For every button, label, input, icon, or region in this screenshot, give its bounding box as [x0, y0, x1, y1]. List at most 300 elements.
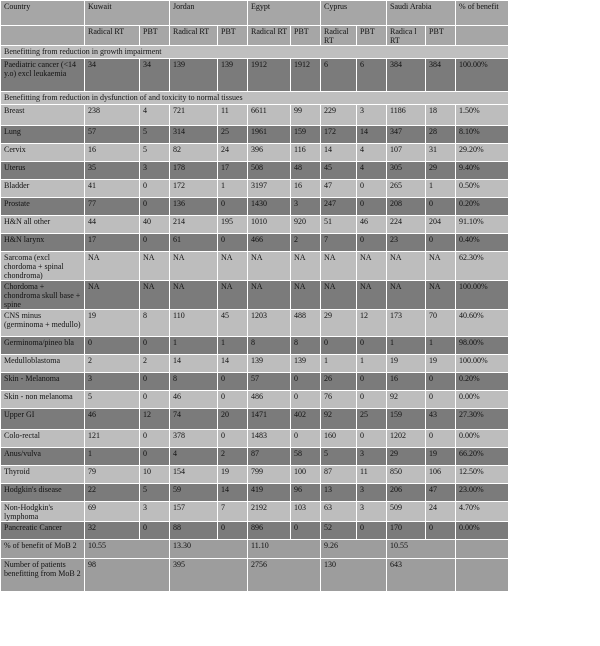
table-cell: 224	[387, 216, 426, 234]
table-cell: 0	[426, 391, 456, 409]
table-cell: 19	[426, 448, 456, 466]
table-cell: 0	[140, 198, 170, 216]
table-cell: NA	[140, 281, 170, 310]
row-label: Non-Hodgkin's lymphoma	[1, 502, 85, 522]
table-cell: 4	[140, 105, 170, 126]
table-cell: 136	[170, 198, 218, 216]
table-cell: 204	[426, 216, 456, 234]
section-toxicity-row	[1, 92, 509, 105]
table-cell: 0.00%	[456, 391, 509, 409]
table-cell: 34	[85, 59, 140, 92]
table-cell: 57	[248, 373, 291, 391]
table-cell: 721	[170, 105, 218, 126]
table-cell: 1912	[291, 59, 321, 92]
table-cell: 12.50%	[456, 466, 509, 484]
summary-cell: 130	[321, 559, 387, 592]
header-row	[1, 1, 509, 26]
subheader-row	[1, 26, 509, 46]
table-cell: 26	[321, 373, 357, 391]
table-cell: 5	[321, 448, 357, 466]
table-cell: 16	[291, 180, 321, 198]
row-label: Medulloblastoma	[1, 355, 85, 373]
table-row	[1, 234, 509, 252]
table-row	[1, 391, 509, 409]
table-cell: 45	[321, 162, 357, 180]
table-cell: 17	[218, 162, 248, 180]
table-cell: 31	[426, 144, 456, 162]
table-cell: 238	[85, 105, 140, 126]
table-cell: 24	[218, 144, 248, 162]
table-cell: 44	[85, 216, 140, 234]
table-cell: 51	[321, 216, 357, 234]
table-cell: NA	[291, 252, 321, 281]
table-cell: 160	[321, 430, 357, 448]
row-label: H&N all other	[1, 216, 85, 234]
table-cell: 11	[357, 466, 387, 484]
table-cell: 92	[387, 391, 426, 409]
table-cell: 70	[426, 310, 456, 337]
table-cell: NA	[426, 252, 456, 281]
table-cell: 35	[85, 162, 140, 180]
table-cell: 466	[248, 234, 291, 252]
table-cell: 1483	[248, 430, 291, 448]
table-cell: NA	[85, 281, 140, 310]
table-cell: 5	[140, 484, 170, 502]
header-egypt: Egypt	[248, 1, 321, 26]
table-cell: 0	[140, 337, 170, 355]
subheader-cell: PBT	[357, 26, 387, 46]
table-cell: 27.30%	[456, 409, 509, 430]
row-label: Chordoma + chondroma skull base + spine	[1, 281, 85, 310]
table-cell: 63	[321, 502, 357, 522]
summary-cell: 10.55	[85, 540, 170, 559]
row-label: Skin - Melanoma	[1, 373, 85, 391]
summary-cell: 98	[85, 559, 170, 592]
table-cell: 1430	[248, 198, 291, 216]
table-cell: 8	[170, 373, 218, 391]
summary-row	[1, 559, 509, 592]
table-cell: 14	[170, 355, 218, 373]
table-cell: 12	[357, 310, 387, 337]
table-cell: 66.20%	[456, 448, 509, 466]
table-cell: 40	[140, 216, 170, 234]
table-row	[1, 484, 509, 502]
table-cell: 402	[291, 409, 321, 430]
table-cell: 116	[291, 144, 321, 162]
table-cell: 2	[140, 355, 170, 373]
table-cell: 59	[170, 484, 218, 502]
row-label: Lung	[1, 126, 85, 144]
summary-blank	[456, 559, 509, 592]
row-label: Bladder	[1, 180, 85, 198]
table-cell: 1202	[387, 430, 426, 448]
table-cell: 52	[321, 522, 357, 540]
header-cyprus: Cyprus	[321, 1, 387, 26]
table-cell: 1010	[248, 216, 291, 234]
table-row	[1, 180, 509, 198]
table-cell: 173	[387, 310, 426, 337]
table-cell: 12	[140, 409, 170, 430]
summary-cell: 13.30	[170, 540, 248, 559]
table-cell: 384	[387, 59, 426, 92]
table-cell: 23.00%	[456, 484, 509, 502]
table-cell: 3	[140, 162, 170, 180]
table-cell: 139	[170, 59, 218, 92]
table-cell: NA	[387, 281, 426, 310]
table-cell: 1	[170, 337, 218, 355]
row-label: Breast	[1, 105, 85, 126]
table-cell: 0	[218, 430, 248, 448]
summary-cell: 2756	[248, 559, 321, 592]
subheader-blank	[1, 26, 85, 46]
table-cell: 8	[291, 337, 321, 355]
table-cell: 103	[291, 502, 321, 522]
table-cell: 3	[85, 373, 140, 391]
row-label: Sarcoma (excl chordoma + spinal chondroma)	[1, 252, 85, 281]
subheader-cell: Radical RT	[170, 26, 218, 46]
table-cell: 77	[85, 198, 140, 216]
table-row	[1, 373, 509, 391]
table-cell: 419	[248, 484, 291, 502]
table-cell: 29	[426, 162, 456, 180]
table-cell: 1	[218, 337, 248, 355]
table-cell: NA	[248, 281, 291, 310]
table-cell: NA	[170, 281, 218, 310]
subheader-blank	[456, 26, 509, 46]
table-cell: 229	[321, 105, 357, 126]
row-label: Upper GI	[1, 409, 85, 430]
subheader-cell: PBT	[218, 26, 248, 46]
table-cell: 4	[357, 144, 387, 162]
table-cell: 87	[248, 448, 291, 466]
header-jordan: Jordan	[170, 1, 248, 26]
table-row	[1, 105, 509, 126]
summary-label: % of benefit of MoB 2	[1, 540, 85, 559]
table-cell: 347	[387, 126, 426, 144]
row-label: Cervix	[1, 144, 85, 162]
table-cell: 29	[387, 448, 426, 466]
table-cell: 62.30%	[456, 252, 509, 281]
table-cell: NA	[426, 281, 456, 310]
table-cell: 0	[218, 373, 248, 391]
table-cell: 4	[357, 162, 387, 180]
table-cell: 69	[85, 502, 140, 522]
table-cell: 0	[426, 198, 456, 216]
table-cell: 14	[218, 484, 248, 502]
table-cell: 92	[321, 409, 357, 430]
table-cell: 3	[140, 502, 170, 522]
row-label: Prostate	[1, 198, 85, 216]
table-cell: 265	[387, 180, 426, 198]
table-cell: 1186	[387, 105, 426, 126]
table-cell: 46	[170, 391, 218, 409]
table-cell: 0	[140, 448, 170, 466]
table-row	[1, 522, 509, 540]
table-cell: NA	[170, 252, 218, 281]
table-cell: 46	[357, 216, 387, 234]
table-cell: 106	[426, 466, 456, 484]
table-cell: 1	[85, 448, 140, 466]
table-cell: 100	[291, 466, 321, 484]
table-cell: 8	[140, 310, 170, 337]
table-cell: 74	[170, 409, 218, 430]
table-row	[1, 216, 509, 234]
table-cell: 5	[85, 391, 140, 409]
table-cell: 247	[321, 198, 357, 216]
table-row	[1, 198, 509, 216]
table-cell: 121	[85, 430, 140, 448]
table-cell: NA	[218, 281, 248, 310]
table-cell: 98.00%	[456, 337, 509, 355]
table-cell: 0	[218, 391, 248, 409]
table-row	[1, 466, 509, 484]
table-cell: 46	[85, 409, 140, 430]
table-cell: 100.00%	[456, 59, 509, 92]
table-row	[1, 448, 509, 466]
row-label: Uterus	[1, 162, 85, 180]
table-cell: 0	[140, 234, 170, 252]
table-row	[1, 126, 509, 144]
table-cell: 99	[291, 105, 321, 126]
table-cell: 0	[357, 337, 387, 355]
row-label: Thyroid	[1, 466, 85, 484]
summary-cell: 9.26	[321, 540, 387, 559]
header-kuwait: Kuwait	[85, 1, 170, 26]
row-label: Paediatric cancer (<14 y.o) excl leukaemia	[1, 59, 85, 92]
summary-cell: 11.10	[248, 540, 321, 559]
table-cell: 4	[170, 448, 218, 466]
table-cell: 1.50%	[456, 105, 509, 126]
table-cell: 19	[387, 355, 426, 373]
header-percent-benefit: % of benefit	[456, 1, 509, 26]
table-cell: 0	[357, 234, 387, 252]
table-cell: 0	[140, 391, 170, 409]
table-cell: 139	[291, 355, 321, 373]
table-cell: 1	[387, 337, 426, 355]
table-cell: 139	[218, 59, 248, 92]
table-cell: 0	[426, 234, 456, 252]
table-cell: 0	[426, 522, 456, 540]
subheader-cell: Radical RT	[85, 26, 140, 46]
table-cell: 159	[387, 409, 426, 430]
table-cell: 172	[170, 180, 218, 198]
table-row	[1, 252, 509, 281]
table-cell: 3	[357, 502, 387, 522]
table-cell: 0	[291, 430, 321, 448]
table-cell: 6	[357, 59, 387, 92]
summary-cell: 10.55	[387, 540, 456, 559]
table-cell: 25	[218, 126, 248, 144]
header-country: Country	[1, 1, 85, 26]
table-cell: 110	[170, 310, 218, 337]
table-cell: 14	[321, 144, 357, 162]
table-cell: 18	[426, 105, 456, 126]
table-cell: 0	[357, 180, 387, 198]
table-cell: 40.60%	[456, 310, 509, 337]
table-cell: NA	[140, 252, 170, 281]
table-cell: 2192	[248, 502, 291, 522]
table-cell: 23	[387, 234, 426, 252]
table-row	[1, 162, 509, 180]
table-cell: 1912	[248, 59, 291, 92]
header-saudi-arabia: Saudi Arabia	[387, 1, 456, 26]
table-cell: NA	[248, 252, 291, 281]
row-label: Colo-rectal	[1, 430, 85, 448]
table-cell: 3	[291, 198, 321, 216]
table-cell: 920	[291, 216, 321, 234]
table-cell: 7	[321, 234, 357, 252]
subheader-cell: PBT	[291, 26, 321, 46]
table-cell: 1	[426, 180, 456, 198]
table-cell: NA	[85, 252, 140, 281]
table-cell: NA	[321, 281, 357, 310]
table-cell: 378	[170, 430, 218, 448]
table-cell: 170	[387, 522, 426, 540]
subheader-cell: PBT	[140, 26, 170, 46]
table-cell: 384	[426, 59, 456, 92]
table-cell: 195	[218, 216, 248, 234]
table-cell: 0.20%	[456, 373, 509, 391]
table-cell: 82	[170, 144, 218, 162]
table-cell: 88	[170, 522, 218, 540]
table-cell: 2	[85, 355, 140, 373]
table-cell: 0	[291, 522, 321, 540]
table-cell: 0	[357, 391, 387, 409]
table-cell: 305	[387, 162, 426, 180]
table-cell: 20	[218, 409, 248, 430]
table-cell: 45	[218, 310, 248, 337]
table-cell: 154	[170, 466, 218, 484]
table-cell: 0.20%	[456, 198, 509, 216]
table-cell: 28	[426, 126, 456, 144]
table-cell: 206	[387, 484, 426, 502]
table-row	[1, 144, 509, 162]
table-cell: 509	[387, 502, 426, 522]
table-cell: 100.00%	[456, 281, 509, 310]
table-row	[1, 337, 509, 355]
table-cell: 0	[357, 198, 387, 216]
table-cell: NA	[387, 252, 426, 281]
table-cell: 488	[291, 310, 321, 337]
table-cell: 0	[291, 391, 321, 409]
table-cell: 0	[426, 430, 456, 448]
table-cell: 0.00%	[456, 522, 509, 540]
table-cell: 5	[140, 126, 170, 144]
table-cell: 2	[291, 234, 321, 252]
table-cell: 57	[85, 126, 140, 144]
table-cell: 486	[248, 391, 291, 409]
table-cell: 87	[321, 466, 357, 484]
table-cell: 16	[387, 373, 426, 391]
table-cell: 5	[140, 144, 170, 162]
table-cell: 208	[387, 198, 426, 216]
table-cell: 0	[357, 430, 387, 448]
table-cell: 11	[218, 105, 248, 126]
table-cell: 178	[170, 162, 218, 180]
table-cell: 29	[321, 310, 357, 337]
table-cell: 48	[291, 162, 321, 180]
subheader-cell: PBT	[426, 26, 456, 46]
summary-cell: 395	[170, 559, 248, 592]
table-cell: 43	[426, 409, 456, 430]
row-label: Anus/vulva	[1, 448, 85, 466]
table-cell: 3	[357, 105, 387, 126]
table-cell: 41	[85, 180, 140, 198]
table-cell: 139	[248, 355, 291, 373]
subheader-cell: Radica l RT	[387, 26, 426, 46]
table-cell: 314	[170, 126, 218, 144]
table-cell: 100.00%	[456, 355, 509, 373]
table-cell: 8.10%	[456, 126, 509, 144]
table-row	[1, 430, 509, 448]
table-cell: 1203	[248, 310, 291, 337]
table-cell: 58	[291, 448, 321, 466]
table-cell: 508	[248, 162, 291, 180]
table-cell: 0	[85, 337, 140, 355]
table-cell: 16	[85, 144, 140, 162]
table-cell: 0	[291, 373, 321, 391]
table-row	[1, 59, 509, 92]
table-cell: 76	[321, 391, 357, 409]
table-cell: 1	[357, 355, 387, 373]
table-cell: 0	[140, 180, 170, 198]
table-cell: 19	[426, 355, 456, 373]
table-cell: 13	[321, 484, 357, 502]
table-cell: 34	[140, 59, 170, 92]
table-cell: 22	[85, 484, 140, 502]
table-cell: 29.20%	[456, 144, 509, 162]
table-cell: 1	[321, 355, 357, 373]
table-cell: 47	[321, 180, 357, 198]
table-cell: 6	[321, 59, 357, 92]
section-toxicity-label: Benefitting from reduction in dysfunction of and toxicity to normal tissues	[1, 92, 509, 105]
table-cell: NA	[291, 281, 321, 310]
table-cell: 0.50%	[456, 180, 509, 198]
row-label: Germinoma/pineo bla	[1, 337, 85, 355]
table-cell: 0.40%	[456, 234, 509, 252]
table-cell: 0	[357, 522, 387, 540]
table-cell: 0	[140, 522, 170, 540]
table-cell: 24	[426, 502, 456, 522]
table-cell: 0.00%	[456, 430, 509, 448]
table-cell: 14	[357, 126, 387, 144]
row-label: H&N larynx	[1, 234, 85, 252]
table-cell: NA	[321, 252, 357, 281]
table-cell: 850	[387, 466, 426, 484]
table-cell: 214	[170, 216, 218, 234]
table-cell: 7	[218, 502, 248, 522]
table-cell: 3	[357, 484, 387, 502]
table-cell: 47	[426, 484, 456, 502]
table-cell: NA	[218, 252, 248, 281]
table-cell: 19	[218, 466, 248, 484]
table-cell: 3	[357, 448, 387, 466]
table-cell: 32	[85, 522, 140, 540]
table-cell: 96	[291, 484, 321, 502]
table-cell: 9.40%	[456, 162, 509, 180]
table-row	[1, 502, 509, 522]
table-cell: 17	[85, 234, 140, 252]
table-cell: 25	[357, 409, 387, 430]
table-cell: 0	[218, 234, 248, 252]
table-cell: 1961	[248, 126, 291, 144]
table-cell: NA	[357, 281, 387, 310]
table-cell: 896	[248, 522, 291, 540]
table-cell: 3197	[248, 180, 291, 198]
table-cell: 0	[140, 430, 170, 448]
table-cell: 0	[426, 373, 456, 391]
table-cell: 79	[85, 466, 140, 484]
